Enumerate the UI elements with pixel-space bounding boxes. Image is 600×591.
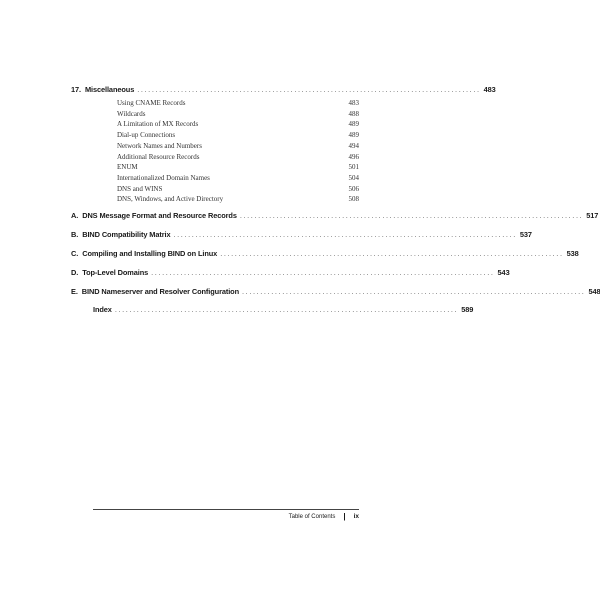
section-page: 506 [348, 184, 359, 193]
appendix-title: Top-Level Domains [82, 268, 149, 277]
dot-leader: .............................................................................................. [239, 211, 584, 220]
appendix-a-entry[interactable] [71, 211, 599, 220]
section-page: 504 [348, 173, 359, 182]
section-title: A Limitation of MX Records [117, 120, 199, 129]
appendix-title: BIND Nameserver and Resolver Configuration [81, 287, 240, 296]
section-title: Dial-up Connections [117, 131, 176, 140]
section-page: 494 [348, 141, 359, 150]
section-entry[interactable] [93, 173, 359, 184]
appendix-page: 537 [519, 230, 532, 239]
chapter-number: 17. [71, 85, 81, 94]
section-title: Network Names and Numbers [117, 141, 202, 150]
appendix-c-entry[interactable] [71, 249, 579, 258]
appendix-title: DNS Message Format and Resource Records [82, 211, 237, 220]
section-entry[interactable] [93, 184, 359, 195]
section-entry[interactable] [93, 98, 359, 109]
section-page: 488 [348, 109, 359, 118]
section-page: 508 [348, 195, 359, 204]
appendix-label: D. [71, 268, 79, 277]
section-title: Using CNAME Records [117, 99, 186, 107]
appendix-label: A. [71, 211, 79, 220]
footer-rule [93, 509, 359, 510]
footer-page-number: ix [353, 513, 359, 520]
section-page: 489 [348, 120, 359, 129]
appendix-title: BIND Compatibility Matrix [82, 230, 171, 239]
index-entry[interactable] [93, 305, 474, 314]
appendix-page: 517 [586, 211, 599, 220]
section-title: DNS, Windows, and Active Directory [117, 195, 224, 204]
footer-separator: | [343, 512, 346, 521]
appendix-page: 543 [497, 268, 510, 277]
section-title: ENUM [117, 163, 138, 172]
dot-leader: .............................................................................................. [220, 249, 564, 258]
section-page: 483 [348, 99, 359, 107]
section-entry[interactable] [93, 130, 359, 141]
appendix-label: C. [71, 249, 79, 258]
dot-leader: .............................................................................................. [242, 287, 586, 296]
appendix-page: 538 [566, 249, 579, 258]
chapter-17-entry[interactable] [71, 85, 496, 94]
appendix-label: E. [71, 287, 78, 296]
section-page: 501 [348, 163, 359, 172]
index-title: Index [93, 305, 112, 314]
dot-leader: .............................................................................................. [137, 85, 481, 94]
chapter-17-sections [93, 98, 359, 205]
section-entry[interactable] [93, 109, 359, 120]
appendix-d-entry[interactable] [71, 268, 510, 277]
appendix-page: 548 [588, 287, 600, 296]
page-footer [289, 512, 359, 521]
section-entry[interactable] [93, 152, 359, 163]
section-entry[interactable] [93, 119, 359, 130]
section-title: Wildcards [117, 109, 146, 118]
chapter-title: Miscellaneous [84, 85, 135, 94]
dot-leader: .............................................................................................. [151, 268, 495, 277]
section-entry[interactable] [93, 194, 359, 205]
section-page: 496 [348, 152, 359, 161]
dot-leader: .............................................................................................. [114, 305, 459, 314]
chapter-page: 483 [483, 85, 496, 94]
section-title: Internationalized Domain Names [117, 173, 210, 182]
section-page: 489 [348, 131, 359, 140]
footer-section-title: Table of Contents [288, 513, 336, 520]
section-entry[interactable] [93, 141, 359, 152]
appendix-e-entry[interactable] [71, 287, 600, 296]
appendix-title: Compiling and Installing BIND on Linux [82, 249, 218, 258]
appendix-label: B. [71, 230, 79, 239]
section-title: Additional Resource Records [117, 152, 200, 161]
dot-leader: .............................................................................................. [173, 230, 517, 239]
section-title: DNS and WINS [117, 184, 163, 193]
appendix-b-entry[interactable] [71, 230, 532, 239]
index-page: 589 [461, 305, 474, 314]
section-entry[interactable] [93, 162, 359, 173]
